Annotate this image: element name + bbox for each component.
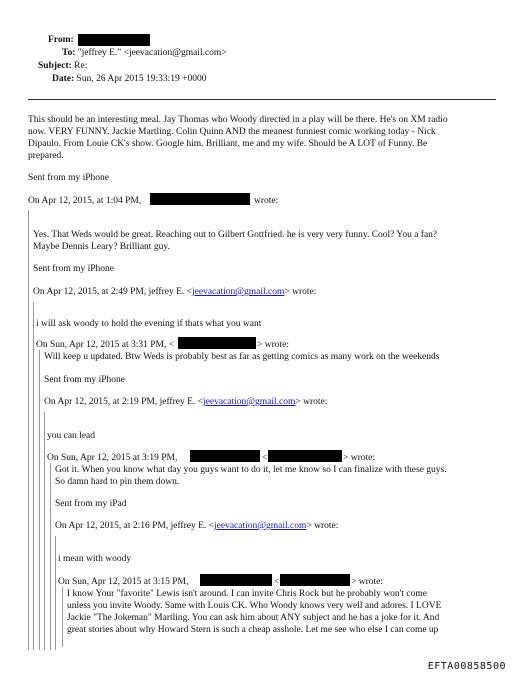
quote-header-text: On Apr 12, 2015, at 1:04 PM,	[28, 196, 142, 206]
date-value: Sun, 26 Apr 2015 19:33:19 +0000	[76, 74, 207, 84]
quoted-line: great stories about why Howard Stern is such a cheap asshole. Let me see who else I can come up	[67, 625, 439, 635]
date-label: Date:	[52, 74, 75, 84]
quote-header-wrote: > wrote:	[351, 577, 384, 587]
email-link[interactable]: jeevacation@gmail.com	[214, 521, 307, 531]
redaction-email	[268, 450, 342, 462]
quote-bar	[62, 587, 63, 647]
quoted-line: i will ask woody to hold the evening if thats what you want	[36, 319, 262, 329]
quoted-line: Got it. When you know what day you guys want to do it, let me know so I can finalize with these guys.	[55, 465, 447, 475]
quote-header	[33, 286, 316, 298]
quote-bar	[55, 536, 56, 650]
message-line: prepared.	[28, 151, 64, 161]
quote-header	[28, 195, 141, 207]
quote-header-wrote: > wrote:	[295, 397, 328, 407]
quote-header	[58, 576, 188, 588]
message-line: now. VERY FUNNY. Jackie Martling. Colin Quinn AND the meanest funniest comic working today - Nick	[28, 127, 436, 137]
quote-header-text: On Apr 12, 2015, at 2:16 PM, jeffrey E. <	[55, 521, 215, 531]
header-divider	[28, 99, 496, 100]
quote-header	[47, 452, 177, 464]
quote-header	[55, 520, 338, 532]
quote-header-text: On Sun, Apr 12, 2015 at 3:19 PM,	[47, 453, 178, 463]
quote-header-text: On Sun, Apr 12, 2015 at 3:15 PM,	[58, 577, 189, 587]
header-date	[52, 73, 206, 86]
quote-bar	[39, 350, 40, 650]
subject-value: Re:	[74, 61, 88, 71]
quote-header-angle: <	[274, 577, 280, 587]
quote-bar	[33, 302, 34, 650]
quote-bar	[50, 463, 51, 650]
redaction-from	[78, 34, 150, 46]
quoted-line: Yes. That Weds would be great. Reaching out to Gilbert Gottfried. he is very very funny. Cool? You a fan?	[33, 230, 438, 240]
header-to	[62, 47, 227, 60]
sent-from-signature: Sent from my iPhone	[44, 375, 126, 385]
quote-header-text: On Apr 12, 2015, at 2:19 PM, jeffrey E. <	[44, 397, 204, 407]
quote-header	[36, 339, 174, 351]
quoted-line: Will keep u updated. Btw Weds is probably best as far as getting comics as many work on the weekends	[44, 352, 440, 362]
quote-header-wrote: > wrote:	[306, 521, 339, 531]
sent-from-signature: Sent from my iPhone	[28, 173, 110, 183]
quoted-line: i mean with woody	[58, 554, 132, 564]
quote-header-wrote: > wrote:	[343, 453, 376, 463]
quote-header-wrote: > wrote:	[257, 340, 290, 350]
quoted-line: I know Your "favorite" Lewis isn't around. I can invite Chris Rock but he probably won't come	[67, 589, 427, 599]
message-line: Dipaulo. From Louie CK's show. Google him. Brilliant, me and my wife. Should be A LOT of Funny. Be	[28, 139, 428, 149]
quote-header-text: On Sun, Apr 12, 2015 at 3:31 PM, <	[36, 340, 175, 350]
quote-header-wrote: > wrote:	[284, 287, 317, 297]
redaction-sender	[200, 574, 272, 586]
to-value: "jeffrey E." <jeevacation@gmail.com>	[77, 48, 227, 58]
quoted-line: you can lead	[47, 431, 96, 441]
to-label: To:	[62, 48, 76, 58]
redaction-sender	[178, 337, 256, 349]
header-subject	[38, 60, 87, 73]
sent-from-signature: Sent from my iPhone	[33, 264, 115, 274]
header-from	[48, 34, 74, 47]
quoted-line: So damn hard to pin them down.	[55, 477, 180, 487]
quote-header-wrote: wrote:	[254, 196, 279, 206]
email-link[interactable]: jeevacation@gmail.com	[192, 287, 285, 297]
message-line: This should be an interesting meal. Jay Thomas who Woody directed in a play will be there. He's on XM radio	[28, 115, 448, 125]
subject-label: Subject:	[38, 61, 72, 71]
quote-header-angle: <	[262, 453, 268, 463]
redaction-sender	[190, 450, 260, 462]
quoted-line: Maybe Dennis Leary? Brilliant guy.	[33, 242, 170, 252]
quote-bar	[44, 412, 45, 650]
email-link[interactable]: jeevacation@gmail.com	[203, 397, 296, 407]
redaction-email	[280, 574, 350, 586]
quoted-line: Jackie "The Jokeman" Martling. You can ask him about ANY subject and he has a joke for it. And	[67, 613, 440, 623]
sent-from-signature: Sent from my iPad	[55, 499, 127, 509]
quote-header-text: On Apr 12, 2015, at 2:49 PM, jeffrey E. <	[33, 287, 193, 297]
quote-header	[44, 396, 327, 408]
document-id: EFTA00858500	[427, 661, 506, 672]
quoted-line: unless you invite Woody. Same with Louis CK. Who Woody knows very well and adores. I LOVE	[67, 601, 442, 611]
from-label: From:	[48, 35, 74, 45]
quote-bar	[28, 210, 29, 650]
redaction-sender	[150, 193, 250, 205]
